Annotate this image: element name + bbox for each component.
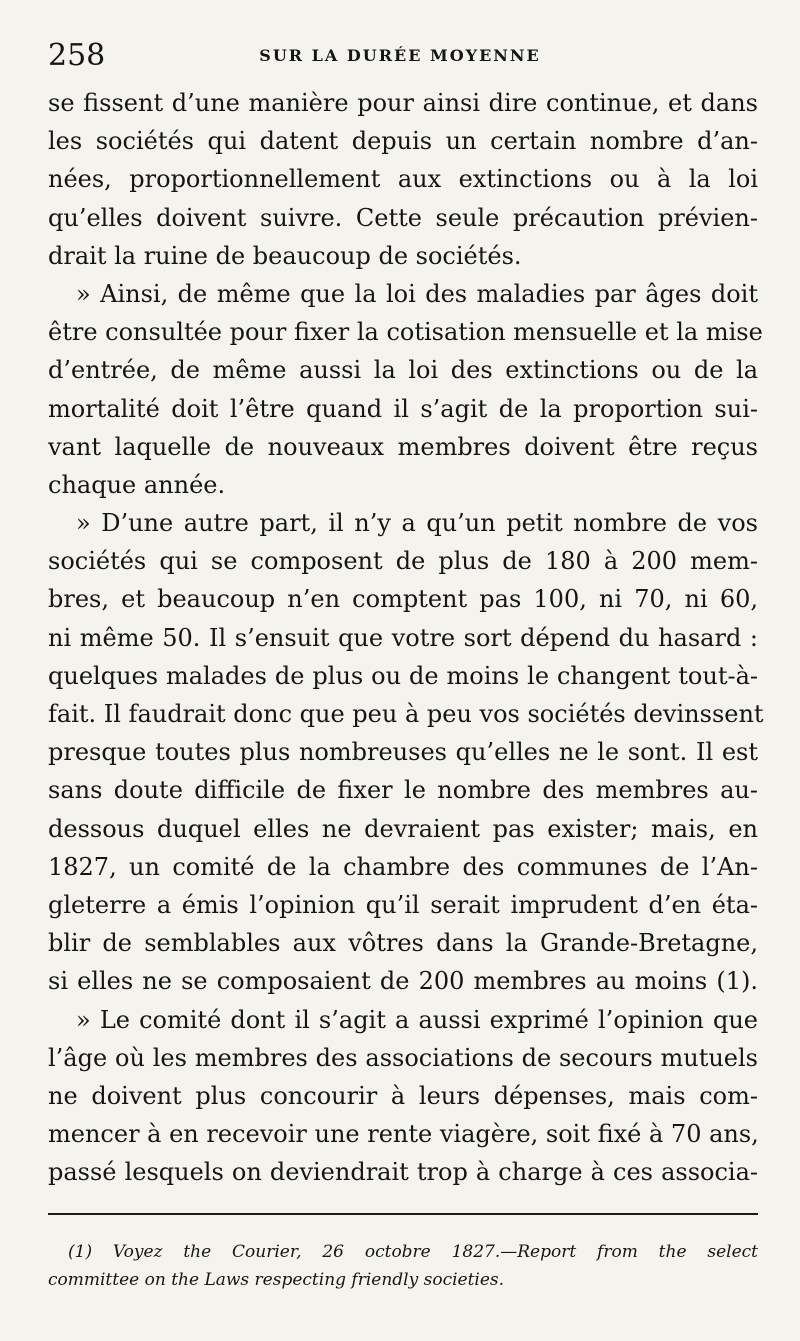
footnote-line: (1) Voyez the Courier, 26 octobre 1827.—Report from the select [68, 1242, 758, 1262]
text-line: nées, proportionnellement aux extinctions ou à la loi [48, 165, 758, 194]
paragraph-start-line: » Le comité dont il s’agit a aussi exprimé l’opinion que [76, 1005, 758, 1034]
text-line: sans doute difficile de fixer le nombre des membres au- [48, 776, 758, 805]
page-number: 258 [48, 38, 106, 73]
text-line: quelques malades de plus ou de moins le changent tout-à- [48, 661, 758, 690]
text-line: bres, et beaucoup n’en comptent pas 100, ni 70, ni 60, [48, 585, 758, 614]
text-line: gleterre a émis l’opinion qu’il serait imprudent d’en éta- [48, 890, 758, 919]
text-line: être consultée pour fixer la cotisation mensuelle et la mise [48, 318, 763, 347]
body-text [48, 84, 764, 1191]
text-line: vant laquelle de nouveaux membres doivent être reçus [48, 432, 758, 461]
text-line: l’âge où les membres des associations de secours mutuels [48, 1043, 758, 1072]
text-line: mortalité doit l’être quand il s’agit de la proportion sui- [48, 394, 758, 423]
text-line: d’entrée, de même aussi la loi des extinctions ou de la [48, 356, 758, 385]
footnote [48, 1238, 758, 1294]
paragraph-start-line: » D’une autre part, il n’y a qu’un petit nombre de vos [76, 509, 758, 538]
page-header [48, 38, 752, 78]
text-line: passé lesquels on deviendrait trop à charge à ces associa- [48, 1158, 758, 1187]
text-line: chaque année. [48, 470, 226, 499]
text-line: presque toutes plus nombreuses qu’elles ne le sont. Il est [48, 738, 758, 767]
text-line: les sociétés qui datent depuis un certain nombre d’an- [48, 127, 758, 156]
text-line: fait. Il faudrait donc que peu à peu vos sociétés devinssent [48, 700, 764, 728]
text-line: dessous duquel elles ne devraient pas exister; mais, en [48, 814, 758, 843]
text-line: ni même 50. Il s’ensuit que votre sort dépend du hasard : [48, 623, 758, 652]
running-title: SUR LA DURÉE MOYENNE [259, 46, 541, 65]
text-line: blir de semblables aux vôtres dans la Grande-Bretagne, [48, 929, 758, 958]
footnote-divider [48, 1213, 758, 1215]
text-line: sociétés qui se composent de plus de 180 à 200 mem- [48, 547, 758, 576]
text-line: se fissent d’une manière pour ainsi dire continue, et dans [48, 89, 758, 117]
text-line: mencer à en recevoir une rente viagère, soit fixé à 70 ans, [48, 1120, 759, 1149]
text-line: drait la ruine de beaucoup de sociétés. [48, 241, 522, 270]
paragraph-start-line: » Ainsi, de même que la loi des maladies par âges doit [76, 279, 758, 308]
text-line: ne doivent plus concourir à leurs dépenses, mais com- [48, 1081, 758, 1110]
footnote-line: committee on the Laws respecting friendly societies. [48, 1270, 505, 1290]
text-line: qu’elles doivent suivre. Cette seule précaution prévien- [48, 203, 758, 232]
text-line: si elles ne se composaient de 200 membres au moins (1). [48, 967, 758, 996]
text-line: 1827, un comité de la chambre des communes de l’An- [48, 852, 758, 881]
